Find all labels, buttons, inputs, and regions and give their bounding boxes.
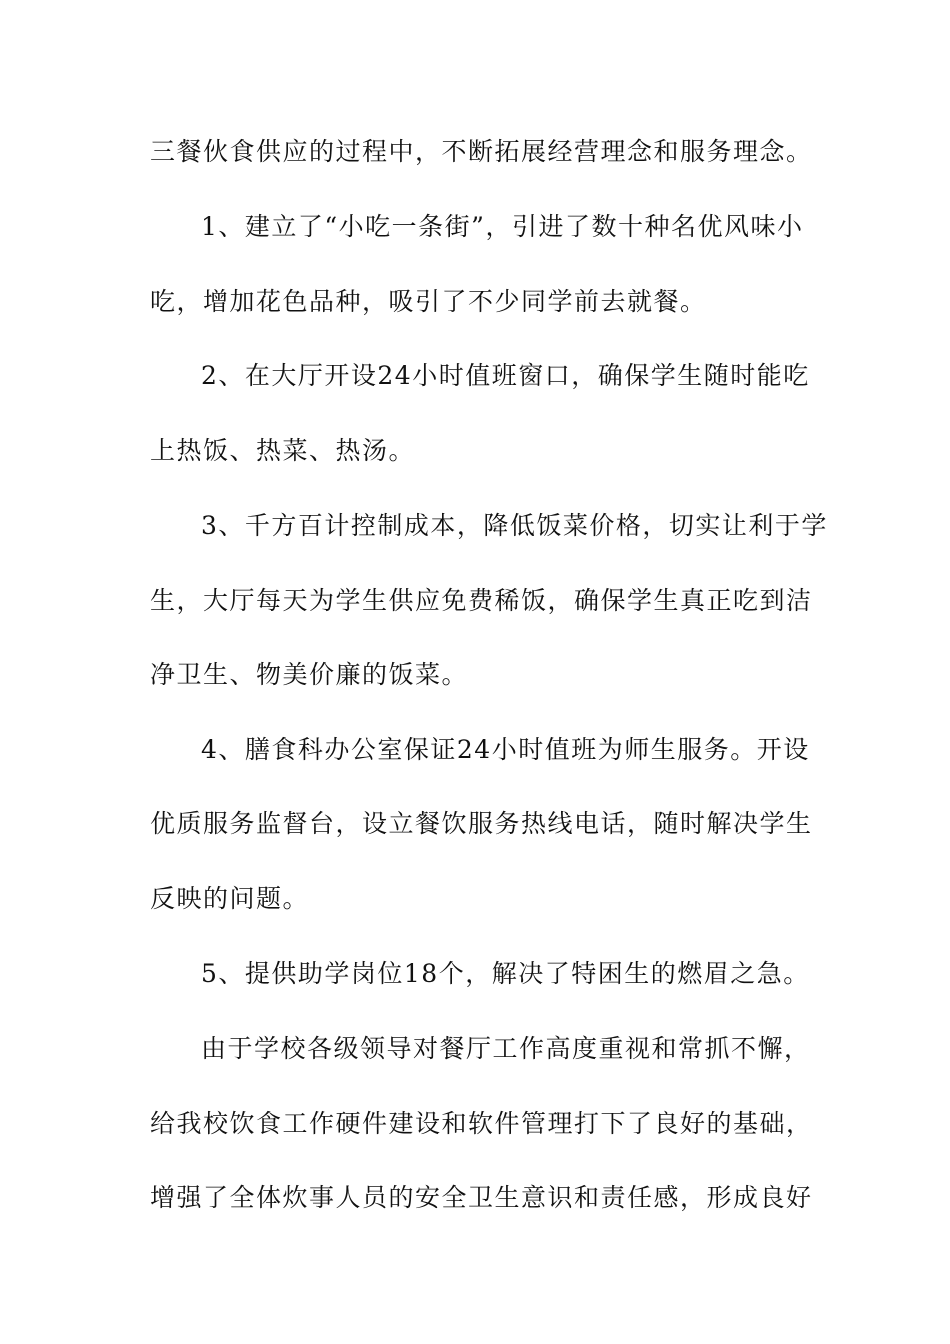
text-line: 优质服务监督台，设立餐饮服务热线电话，随时解决学生 [150, 809, 813, 838]
text-line: 给我校饮食工作硬件建设和软件管理打下了良好的基础， [150, 1109, 813, 1138]
text-line: 生，大厅每天为学生供应免费稀饭，确保学生真正吃到洁 [150, 586, 813, 615]
text-line: 1、建立了“小吃一条街”，引进了数十种名优风味小 [201, 212, 804, 241]
text-line: 5、提供助学岗位18个，解决了特困生的燃眉之急。 [201, 959, 810, 988]
text-line: 三餐伙食供应的过程中，不断拓展经营理念和服务理念。 [150, 137, 813, 166]
text-line: 4、膳食科办公室保证24小时值班为师生服务。开设 [201, 735, 810, 764]
text-line: 吃，增加花色品种，吸引了不少同学前去就餐。 [150, 287, 707, 316]
text-line: 增强了全体炊事人员的安全卫生意识和责任感，形成良好 [150, 1183, 813, 1212]
text-line: 由于学校各级领导对餐厅工作高度重视和常抓不懈， [201, 1034, 811, 1063]
text-line: 反映的问题。 [150, 884, 310, 913]
text-line: 上热饭、热菜、热汤。 [150, 436, 416, 465]
text-line: 3、千方百计控制成本，降低饭菜价格，切实让利于学 [201, 511, 828, 540]
text-line: 2、在大厅开设24小时值班窗口，确保学生随时能吃 [201, 361, 810, 390]
text-line: 净卫生、物美价廉的饭菜。 [150, 660, 469, 689]
